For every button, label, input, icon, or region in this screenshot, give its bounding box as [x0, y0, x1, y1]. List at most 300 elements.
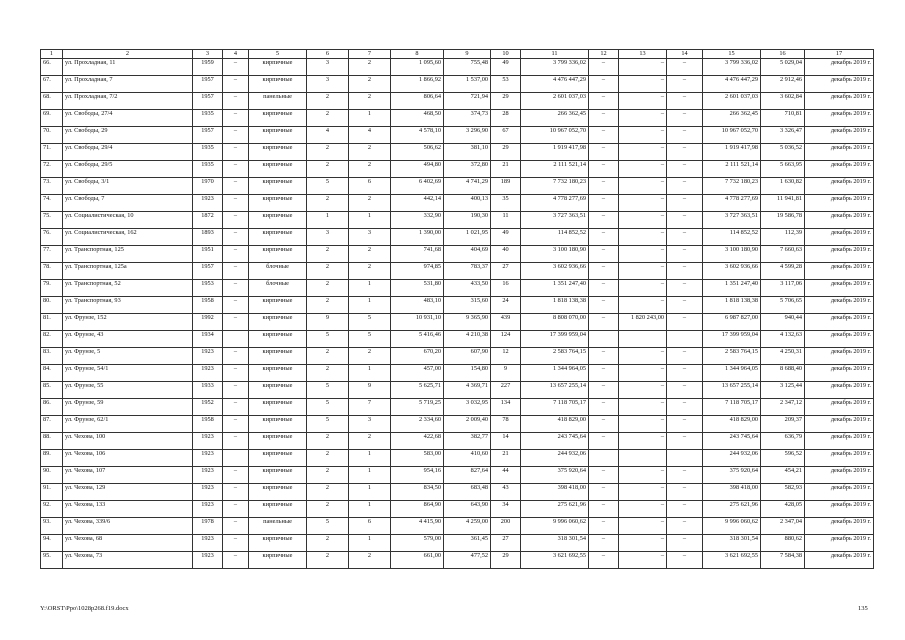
- funds-owners-cell: 3 100 180,90: [703, 246, 761, 263]
- column-number-cell: 7: [349, 50, 391, 59]
- planned-date-cell: декабрь 2019 г.: [805, 348, 874, 365]
- floors-cell: 5: [307, 518, 349, 535]
- row-number-cell: 73.: [41, 178, 63, 195]
- funds-owners-cell: 1 344 964,05: [703, 365, 761, 382]
- table-row: [41, 178, 874, 195]
- funds-budget-cell: –: [619, 127, 667, 144]
- address-cell: ул. Фрунзе, 55: [63, 382, 193, 399]
- residents-cell: 35: [491, 195, 521, 212]
- row-number-cell: 75.: [41, 212, 63, 229]
- living-area-cell: 783,37: [444, 263, 491, 280]
- column-number-cell: 2: [63, 50, 193, 59]
- funds-other-cell: –: [667, 297, 703, 314]
- total-area-cell: 332,90: [391, 212, 444, 229]
- funds-budget-cell: –: [619, 433, 667, 450]
- residents-cell: 24: [491, 297, 521, 314]
- table-row: [41, 331, 874, 348]
- table-row: [41, 212, 874, 229]
- wall-material-cell: кирпичные: [249, 127, 307, 144]
- residents-cell: 439: [491, 314, 521, 331]
- entrances-cell: 5: [349, 314, 391, 331]
- row-number-cell: 72.: [41, 161, 63, 178]
- cost-per-sqm-cell: 5 706,65: [761, 297, 805, 314]
- address-cell: ул. Транспортная, 52: [63, 280, 193, 297]
- planned-date-cell: декабрь 2019 г.: [805, 161, 874, 178]
- floors-cell: 2: [307, 263, 349, 280]
- planned-date-cell: декабрь 2019 г.: [805, 93, 874, 110]
- cost-per-sqm-cell: 2 347,04: [761, 518, 805, 535]
- column-number-cell: 9: [444, 50, 491, 59]
- cost-total-cell: 1 919 417,98: [521, 144, 589, 161]
- funds-budget-cell: 1 820 243,00: [619, 314, 667, 331]
- cost-per-sqm-cell: 4 599,28: [761, 263, 805, 280]
- year-overhaul-cell: –: [223, 552, 249, 569]
- cost-per-sqm-cell: 8 688,40: [761, 365, 805, 382]
- funds-owners-cell: 6 987 827,00: [703, 314, 761, 331]
- funds-other-cell: –: [667, 433, 703, 450]
- column-number-cell: 12: [589, 50, 619, 59]
- living-area-cell: 361,45: [444, 535, 491, 552]
- planned-date-cell: декабрь 2019 г.: [805, 229, 874, 246]
- funds-fund-cell: –: [589, 246, 619, 263]
- row-number-cell: 76.: [41, 229, 63, 246]
- row-number-cell: 94.: [41, 535, 63, 552]
- year-built-cell: 1953: [193, 280, 223, 297]
- residents-cell: 43: [491, 484, 521, 501]
- wall-material-cell: панельные: [249, 93, 307, 110]
- wall-material-cell: кирпичные: [249, 433, 307, 450]
- table-row: [41, 195, 874, 212]
- cost-total-cell: 7 732 180,23: [521, 178, 589, 195]
- column-number-cell: 1: [41, 50, 63, 59]
- funds-owners-cell: 418 829,00: [703, 416, 761, 433]
- funds-fund-cell: –: [589, 399, 619, 416]
- total-area-cell: 506,62: [391, 144, 444, 161]
- year-overhaul-cell: –: [223, 535, 249, 552]
- cost-total-cell: 375 920,64: [521, 467, 589, 484]
- cost-total-cell: 9 996 060,62: [521, 518, 589, 535]
- floors-cell: 5: [307, 416, 349, 433]
- cost-total-cell: 3 727 363,51: [521, 212, 589, 229]
- total-area-cell: 834,50: [391, 484, 444, 501]
- residents-cell: 14: [491, 433, 521, 450]
- row-number-cell: 79.: [41, 280, 63, 297]
- funds-owners-cell: 275 621,96: [703, 501, 761, 518]
- funds-other-cell: –: [667, 382, 703, 399]
- address-cell: ул. Свободы, 29: [63, 127, 193, 144]
- funds-fund-cell: –: [589, 127, 619, 144]
- living-area-cell: 1 021,95: [444, 229, 491, 246]
- cost-total-cell: 3 100 180,90: [521, 246, 589, 263]
- residents-cell: 29: [491, 144, 521, 161]
- floors-cell: 2: [307, 280, 349, 297]
- floors-cell: 2: [307, 484, 349, 501]
- funds-owners-cell: 2 583 764,15: [703, 348, 761, 365]
- residents-cell: 27: [491, 263, 521, 280]
- planned-date-cell: декабрь 2019 г.: [805, 416, 874, 433]
- funds-other-cell: [667, 331, 703, 348]
- entrances-cell: 2: [349, 93, 391, 110]
- wall-material-cell: кирпичные: [249, 552, 307, 569]
- address-cell: ул. Фрунзе, 54/1: [63, 365, 193, 382]
- funds-owners-cell: 2 111 521,14: [703, 161, 761, 178]
- funds-other-cell: –: [667, 59, 703, 76]
- entrances-cell: 2: [349, 263, 391, 280]
- living-area-cell: 683,48: [444, 484, 491, 501]
- wall-material-cell: кирпичные: [249, 297, 307, 314]
- address-cell: ул. Чехова, 133: [63, 501, 193, 518]
- entrances-cell: 3: [349, 229, 391, 246]
- planned-date-cell: декабрь 2019 г.: [805, 552, 874, 569]
- living-area-cell: 410,60: [444, 450, 491, 467]
- living-area-cell: 400,13: [444, 195, 491, 212]
- cost-per-sqm-cell: 5 029,04: [761, 59, 805, 76]
- total-area-cell: 741,68: [391, 246, 444, 263]
- cost-total-cell: 10 967 052,70: [521, 127, 589, 144]
- table-row: [41, 535, 874, 552]
- funds-other-cell: –: [667, 229, 703, 246]
- floors-cell: 3: [307, 229, 349, 246]
- funds-other-cell: –: [667, 501, 703, 518]
- address-cell: ул. Свободы, 3/1: [63, 178, 193, 195]
- funds-budget-cell: –: [619, 484, 667, 501]
- cost-total-cell: 3 621 692,55: [521, 552, 589, 569]
- address-cell: ул. Чехова, 129: [63, 484, 193, 501]
- table-row: [41, 229, 874, 246]
- funds-budget-cell: –: [619, 297, 667, 314]
- year-overhaul-cell: –: [223, 110, 249, 127]
- total-area-cell: 806,64: [391, 93, 444, 110]
- table-row: [41, 246, 874, 263]
- planned-date-cell: декабрь 2019 г.: [805, 246, 874, 263]
- wall-material-cell: кирпичные: [249, 348, 307, 365]
- funds-budget-cell: –: [619, 161, 667, 178]
- year-overhaul-cell: –: [223, 161, 249, 178]
- cost-total-cell: 2 111 521,14: [521, 161, 589, 178]
- funds-fund-cell: –: [589, 501, 619, 518]
- funds-fund-cell: –: [589, 93, 619, 110]
- floors-cell: 2: [307, 450, 349, 467]
- year-overhaul-cell: –: [223, 518, 249, 535]
- column-number-row: [41, 50, 874, 59]
- funds-other-cell: –: [667, 314, 703, 331]
- table-row: [41, 450, 874, 467]
- funds-other-cell: –: [667, 161, 703, 178]
- year-overhaul-cell: –: [223, 348, 249, 365]
- planned-date-cell: декабрь 2019 г.: [805, 314, 874, 331]
- planned-date-cell: декабрь 2019 г.: [805, 127, 874, 144]
- address-cell: ул. Свободы, 7: [63, 195, 193, 212]
- total-area-cell: 1 866,92: [391, 76, 444, 93]
- residents-cell: 16: [491, 280, 521, 297]
- address-cell: ул. Прохладная, 7: [63, 76, 193, 93]
- funds-owners-cell: 1 919 417,98: [703, 144, 761, 161]
- total-area-cell: 494,80: [391, 161, 444, 178]
- table-row: [41, 365, 874, 382]
- funds-budget-cell: –: [619, 212, 667, 229]
- living-area-cell: 2 009,40: [444, 416, 491, 433]
- funds-other-cell: –: [667, 263, 703, 280]
- total-area-cell: 5 719,25: [391, 399, 444, 416]
- row-number-cell: 74.: [41, 195, 63, 212]
- floors-cell: 3: [307, 76, 349, 93]
- year-built-cell: 1872: [193, 212, 223, 229]
- residents-cell: 200: [491, 518, 521, 535]
- cost-per-sqm-cell: 2 912,46: [761, 76, 805, 93]
- cost-per-sqm-cell: 5 663,95: [761, 161, 805, 178]
- funds-budget-cell: –: [619, 518, 667, 535]
- funds-fund-cell: –: [589, 59, 619, 76]
- funds-fund-cell: –: [589, 144, 619, 161]
- cost-total-cell: 398 418,00: [521, 484, 589, 501]
- cost-per-sqm-cell: 3 602,84: [761, 93, 805, 110]
- funds-budget-cell: –: [619, 93, 667, 110]
- living-area-cell: 643,90: [444, 501, 491, 518]
- planned-date-cell: декабрь 2019 г.: [805, 518, 874, 535]
- row-number-cell: 80.: [41, 297, 63, 314]
- funds-owners-cell: 243 745,64: [703, 433, 761, 450]
- entrances-cell: 2: [349, 552, 391, 569]
- year-built-cell: 1957: [193, 127, 223, 144]
- living-area-cell: 827,64: [444, 467, 491, 484]
- floors-cell: 2: [307, 297, 349, 314]
- residents-cell: 67: [491, 127, 521, 144]
- cost-per-sqm-cell: 112,39: [761, 229, 805, 246]
- planned-date-cell: декабрь 2019 г.: [805, 365, 874, 382]
- address-cell: ул. Свободы, 27/4: [63, 110, 193, 127]
- address-cell: ул. Свободы, 29/4: [63, 144, 193, 161]
- table-row: [41, 501, 874, 518]
- floors-cell: 2: [307, 161, 349, 178]
- residents-cell: 29: [491, 552, 521, 569]
- funds-fund-cell: –: [589, 195, 619, 212]
- funds-fund-cell: –: [589, 518, 619, 535]
- year-built-cell: 1923: [193, 484, 223, 501]
- year-overhaul-cell: –: [223, 416, 249, 433]
- cost-total-cell: 2 583 764,15: [521, 348, 589, 365]
- year-built-cell: 1952: [193, 399, 223, 416]
- funds-other-cell: –: [667, 144, 703, 161]
- floors-cell: 5: [307, 382, 349, 399]
- floors-cell: 2: [307, 348, 349, 365]
- funds-fund-cell: –: [589, 161, 619, 178]
- living-area-cell: 4 259,00: [444, 518, 491, 535]
- living-area-cell: 433,50: [444, 280, 491, 297]
- wall-material-cell: кирпичные: [249, 212, 307, 229]
- funds-fund-cell: –: [589, 212, 619, 229]
- funds-owners-cell: 1 818 138,38: [703, 297, 761, 314]
- planned-date-cell: декабрь 2019 г.: [805, 297, 874, 314]
- funds-budget-cell: –: [619, 246, 667, 263]
- table-body: [41, 50, 874, 569]
- wall-material-cell: кирпичные: [249, 59, 307, 76]
- wall-material-cell: панельные: [249, 518, 307, 535]
- funds-owners-cell: 3 602 936,66: [703, 263, 761, 280]
- total-area-cell: 422,68: [391, 433, 444, 450]
- year-overhaul-cell: –: [223, 229, 249, 246]
- funds-budget-cell: –: [619, 229, 667, 246]
- living-area-cell: 4 741,29: [444, 178, 491, 195]
- total-area-cell: 4 578,10: [391, 127, 444, 144]
- planned-date-cell: декабрь 2019 г.: [805, 178, 874, 195]
- floors-cell: 2: [307, 246, 349, 263]
- living-area-cell: 190,30: [444, 212, 491, 229]
- living-area-cell: 381,10: [444, 144, 491, 161]
- residents-cell: 134: [491, 399, 521, 416]
- year-built-cell: 1923: [193, 348, 223, 365]
- funds-other-cell: –: [667, 212, 703, 229]
- cost-per-sqm-cell: 710,81: [761, 110, 805, 127]
- row-number-cell: 91.: [41, 484, 63, 501]
- year-overhaul-cell: –: [223, 365, 249, 382]
- cost-total-cell: 114 852,52: [521, 229, 589, 246]
- entrances-cell: 2: [349, 433, 391, 450]
- funds-other-cell: –: [667, 280, 703, 297]
- address-cell: ул. Фрунзе, 5: [63, 348, 193, 365]
- year-built-cell: 1923: [193, 552, 223, 569]
- wall-material-cell: блочные: [249, 280, 307, 297]
- table-row: [41, 110, 874, 127]
- cost-per-sqm-cell: 940,44: [761, 314, 805, 331]
- cost-per-sqm-cell: 596,52: [761, 450, 805, 467]
- entrances-cell: 7: [349, 399, 391, 416]
- year-built-cell: 1978: [193, 518, 223, 535]
- funds-budget-cell: [619, 450, 667, 467]
- residents-cell: 78: [491, 416, 521, 433]
- column-number-cell: 4: [223, 50, 249, 59]
- cost-total-cell: 1 344 964,05: [521, 365, 589, 382]
- funds-budget-cell: –: [619, 110, 667, 127]
- funds-other-cell: –: [667, 178, 703, 195]
- funds-budget-cell: –: [619, 501, 667, 518]
- residents-cell: 29: [491, 93, 521, 110]
- cost-per-sqm-cell: 7 660,63: [761, 246, 805, 263]
- cost-per-sqm-cell: 3 117,06: [761, 280, 805, 297]
- address-cell: ул. Фрунзе, 152: [63, 314, 193, 331]
- year-built-cell: 1935: [193, 144, 223, 161]
- address-cell: ул. Чехова, 339/6: [63, 518, 193, 535]
- entrances-cell: 6: [349, 518, 391, 535]
- total-area-cell: 5 625,71: [391, 382, 444, 399]
- cost-per-sqm-cell: 2 347,12: [761, 399, 805, 416]
- row-number-cell: 84.: [41, 365, 63, 382]
- wall-material-cell: кирпичные: [249, 246, 307, 263]
- year-built-cell: 1923: [193, 501, 223, 518]
- funds-other-cell: –: [667, 552, 703, 569]
- year-overhaul-cell: –: [223, 382, 249, 399]
- year-built-cell: 1933: [193, 382, 223, 399]
- wall-material-cell: кирпичные: [249, 382, 307, 399]
- entrances-cell: 1: [349, 212, 391, 229]
- funds-other-cell: –: [667, 416, 703, 433]
- living-area-cell: 372,80: [444, 161, 491, 178]
- table-row: [41, 263, 874, 280]
- housing-register-table: [40, 49, 874, 569]
- funds-budget-cell: –: [619, 144, 667, 161]
- residents-cell: 49: [491, 59, 521, 76]
- table-row: [41, 433, 874, 450]
- entrances-cell: 2: [349, 59, 391, 76]
- year-overhaul-cell: –: [223, 178, 249, 195]
- entrances-cell: 1: [349, 110, 391, 127]
- address-cell: ул. Фрунзе, 43: [63, 331, 193, 348]
- funds-owners-cell: 7 732 180,23: [703, 178, 761, 195]
- entrances-cell: 2: [349, 348, 391, 365]
- funds-budget-cell: –: [619, 399, 667, 416]
- total-area-cell: 483,10: [391, 297, 444, 314]
- wall-material-cell: кирпичные: [249, 229, 307, 246]
- funds-owners-cell: 2 601 037,03: [703, 93, 761, 110]
- table-row: [41, 127, 874, 144]
- cost-total-cell: 8 808 070,00: [521, 314, 589, 331]
- row-number-cell: 77.: [41, 246, 63, 263]
- funds-other-cell: [667, 450, 703, 467]
- year-overhaul-cell: –: [223, 399, 249, 416]
- table-row: [41, 59, 874, 76]
- address-cell: ул. Чехова, 68: [63, 535, 193, 552]
- residents-cell: 189: [491, 178, 521, 195]
- year-built-cell: 1935: [193, 110, 223, 127]
- funds-budget-cell: –: [619, 348, 667, 365]
- column-number-cell: 17: [805, 50, 874, 59]
- year-built-cell: 1923: [193, 195, 223, 212]
- wall-material-cell: кирпичные: [249, 501, 307, 518]
- residents-cell: 53: [491, 76, 521, 93]
- living-area-cell: 4 369,71: [444, 382, 491, 399]
- row-number-cell: 68.: [41, 93, 63, 110]
- living-area-cell: 404,69: [444, 246, 491, 263]
- floors-cell: 2: [307, 110, 349, 127]
- address-cell: ул. Транспортная, 125а: [63, 263, 193, 280]
- year-built-cell: 1893: [193, 229, 223, 246]
- column-number-cell: 16: [761, 50, 805, 59]
- table-row: [41, 467, 874, 484]
- planned-date-cell: декабрь 2019 г.: [805, 59, 874, 76]
- planned-date-cell: декабрь 2019 г.: [805, 280, 874, 297]
- entrances-cell: 1: [349, 484, 391, 501]
- wall-material-cell: кирпичные: [249, 161, 307, 178]
- entrances-cell: 2: [349, 144, 391, 161]
- cost-per-sqm-cell: 636,79: [761, 433, 805, 450]
- cost-total-cell: 13 657 255,14: [521, 382, 589, 399]
- address-cell: ул. Прохладная, 7/2: [63, 93, 193, 110]
- year-overhaul-cell: –: [223, 433, 249, 450]
- floors-cell: 2: [307, 195, 349, 212]
- total-area-cell: 4 415,90: [391, 518, 444, 535]
- funds-fund-cell: –: [589, 110, 619, 127]
- footer-file-path: Y:\ORST\Ppo\1028p268.f19.docx: [40, 605, 129, 612]
- table-row: [41, 297, 874, 314]
- funds-fund-cell: [589, 331, 619, 348]
- address-cell: ул. Социалистическая, 10: [63, 212, 193, 229]
- living-area-cell: 607,90: [444, 348, 491, 365]
- wall-material-cell: кирпичные: [249, 178, 307, 195]
- funds-other-cell: –: [667, 76, 703, 93]
- year-overhaul-cell: –: [223, 93, 249, 110]
- row-number-cell: 92.: [41, 501, 63, 518]
- cost-total-cell: 4 778 277,69: [521, 195, 589, 212]
- year-overhaul-cell: [223, 331, 249, 348]
- living-area-cell: 477,52: [444, 552, 491, 569]
- living-area-cell: 3 296,90: [444, 127, 491, 144]
- funds-other-cell: –: [667, 535, 703, 552]
- funds-budget-cell: –: [619, 280, 667, 297]
- table-row: [41, 280, 874, 297]
- cost-per-sqm-cell: 11 941,81: [761, 195, 805, 212]
- funds-other-cell: –: [667, 467, 703, 484]
- funds-budget-cell: –: [619, 535, 667, 552]
- table-row: [41, 314, 874, 331]
